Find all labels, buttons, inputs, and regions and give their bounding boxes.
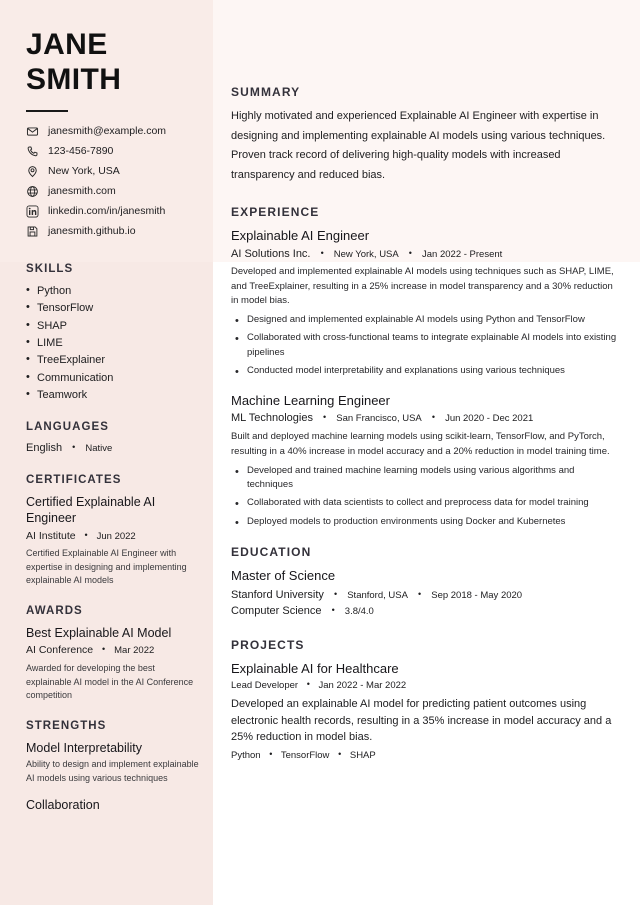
project-entry: [231, 660, 622, 762]
strength-entry: [26, 740, 199, 786]
skill-item: • Communication: [26, 370, 199, 387]
certificate-description: Certified Explainable AI Engineer with expertise in designing and implementing explainable AI models: [26, 548, 187, 586]
award-title: Best Explainable AI Model: [26, 625, 172, 640]
summary-text: Highly motivated and experienced Explainable AI Engineer with expertise in designing and implementing explainable AI models using various techniques. Proven track record of delivering high-quality models with increased transparency and reduced bias.: [231, 110, 606, 181]
experience-heading: EXPERIENCE: [231, 205, 320, 220]
bullet-separator-icon: •: [408, 247, 412, 258]
job-summary: Built and deployed machine learning models using scikit-learn, TensorFlow, and PyTorch, resulting in a 40% increase in model accuracy and a 20% reduction in model training time.: [231, 431, 610, 457]
award-meta: [26, 643, 199, 658]
project-title: Explainable AI for Healthcare: [231, 660, 399, 676]
award-issuer: AI Conference: [26, 644, 94, 657]
job-location: New York, USA: [333, 248, 399, 260]
project-dates: Jan 2022 - Mar 2022: [318, 679, 407, 691]
contact-phone-text: 123-456-7890: [48, 144, 114, 157]
certificate-date: Jun 2022: [96, 530, 136, 542]
job-title: Machine Learning Engineer: [231, 393, 390, 409]
section-education: [231, 545, 622, 620]
section-projects: [231, 638, 622, 762]
language-level: Native: [85, 443, 113, 455]
bullet-separator-icon: •: [102, 644, 106, 655]
job-meta: [231, 247, 622, 263]
skills-heading: SKILLS: [26, 262, 74, 275]
job-bullet: • Conducted model interpretability and explanations using various techniques: [231, 364, 622, 378]
education-entry: [231, 567, 622, 620]
contact-item-location: [26, 165, 199, 178]
experience-entry: [231, 227, 622, 378]
project-role: Lead Developer: [231, 679, 299, 691]
section-experience: [231, 185, 622, 529]
linkedin-icon: [26, 205, 39, 218]
location-pin-icon: [26, 165, 39, 178]
award-description: Awarded for developing the best explainable AI model in the AI Conference competition: [26, 663, 194, 701]
language-item: [26, 441, 199, 456]
education-location: Stanford, USA: [347, 589, 408, 601]
section-summary: [231, 0, 622, 185]
certificate-title: Certified Explainable AI Engineer: [26, 494, 156, 526]
skill-item: • Teamwork: [26, 387, 199, 404]
job-bullet: • Developed and trained machine learning models using various algorithms and techniques: [231, 464, 622, 493]
summary-heading: SUMMARY: [231, 85, 301, 99]
bullet-separator-icon: •: [320, 247, 324, 258]
contact-website-text: janesmith.com: [48, 184, 116, 197]
section-certificates: [26, 474, 199, 588]
project-tech-item: SHAP: [349, 749, 376, 761]
contact-linkedin-text: linkedin.com/in/janesmith: [48, 204, 166, 217]
certificates-heading: CERTIFICATES: [26, 473, 122, 486]
job-bullet: • Designed and implemented explainable AI models using Python and TensorFlow: [231, 313, 622, 327]
education-heading: EDUCATION: [231, 544, 312, 559]
section-languages: [26, 421, 199, 456]
job-title: Explainable AI Engineer: [231, 228, 370, 244]
first-name: JANE: [26, 28, 108, 61]
bullet-separator-icon: •: [306, 678, 310, 689]
education-dates: Sep 2018 - May 2020: [431, 589, 523, 601]
phone-icon: [26, 145, 39, 158]
skill-item: • TreeExplainer: [26, 352, 199, 369]
skill-item: • SHAP: [26, 318, 199, 335]
strengths-heading: STRENGTHS: [26, 719, 107, 732]
bullet-separator-icon: •: [418, 588, 422, 599]
job-dates: Jan 2022 - Present: [422, 248, 503, 260]
strength-title: Collaboration: [26, 798, 100, 813]
skill-item: • LIME: [26, 335, 199, 352]
contact-list: [26, 125, 199, 238]
contact-item-linkedin[interactable]: [26, 205, 199, 218]
awards-heading: AWARDS: [26, 604, 83, 617]
education-field-row: [231, 603, 622, 620]
contact-location-text: New York, USA: [48, 164, 120, 177]
job-bullet: • Collaborated with data scientists to collect and preprocess data for model training: [231, 496, 622, 510]
contact-item-email[interactable]: [26, 125, 199, 138]
projects-heading: PROJECTS: [231, 637, 305, 652]
job-company: AI Solutions Inc.: [231, 247, 311, 260]
award-entry: [26, 625, 199, 703]
education-field: Computer Science: [231, 605, 322, 618]
education-gpa: 3.8/4.0: [344, 606, 374, 618]
bullet-separator-icon: •: [84, 529, 88, 540]
job-bullet-list: [231, 464, 622, 529]
certificate-issuer: AI Institute: [26, 529, 76, 542]
bullet-separator-icon: •: [323, 412, 327, 423]
project-tech-list: [231, 749, 622, 762]
strength-entry: [26, 797, 199, 814]
project-description: Developed an explainable AI model for predicting patient outcomes using electronic health records, resulting in a 35% increase in model accuracy and a 25% reduction in model bias.: [231, 698, 612, 744]
experience-entry: [231, 392, 622, 529]
bullet-separator-icon: •: [338, 748, 342, 759]
education-school: Stanford University: [231, 588, 324, 601]
skill-item: • TensorFlow: [26, 300, 199, 317]
job-location: San Francisco, USA: [336, 413, 422, 425]
globe-icon: [26, 185, 39, 198]
contact-email-text: janesmith@example.com: [48, 124, 167, 137]
job-bullet: • Deployed models to production environments using Docker and Kubernetes: [231, 515, 622, 529]
github-icon: [26, 225, 39, 238]
bullet-separator-icon: •: [269, 748, 273, 759]
bullet-separator-icon: •: [334, 588, 338, 599]
name-block: [26, 0, 199, 112]
main-column: [213, 0, 640, 905]
bullet-separator-icon: •: [331, 605, 335, 616]
job-bullet-list: [231, 313, 622, 378]
job-summary: Developed and implemented explainable AI models using techniques such as SHAP, LIME, and TreeExplainer, resulting in a 25% increase in model transparency and a 30% reduction in model bias.: [231, 266, 614, 306]
section-strengths: [26, 720, 199, 814]
job-bullet: • Collaborated with cross-functional teams to integrate explainable AI models into existing pipelines: [231, 331, 622, 360]
sidebar-column: [0, 0, 213, 905]
project-tech-item: TensorFlow: [280, 749, 330, 761]
project-tech-item: Python: [231, 749, 261, 761]
education-degree: Master of Science: [231, 567, 336, 583]
award-date: Mar 2022: [114, 645, 155, 657]
section-skills: [26, 245, 199, 405]
contact-item-website[interactable]: [26, 185, 199, 198]
name-divider: [26, 110, 68, 112]
contact-github-text: janesmith.github.io: [48, 224, 136, 237]
job-dates: Jun 2020 - Dec 2021: [445, 413, 534, 425]
certificate-entry: [26, 494, 199, 588]
job-company: ML Technologies: [231, 412, 313, 425]
job-meta: [231, 411, 622, 427]
education-meta: [231, 587, 622, 604]
bullet-separator-icon: •: [431, 412, 435, 423]
contact-item-phone[interactable]: [26, 145, 199, 158]
skill-item: • Python: [26, 283, 199, 300]
skills-list: [26, 283, 199, 405]
envelope-icon: [26, 125, 39, 138]
strength-description: Ability to design and implement explainable AI models using various techniques: [26, 759, 199, 783]
languages-heading: LANGUAGES: [26, 421, 109, 434]
last-name: SMITH: [26, 63, 122, 97]
strength-title: Model Interpretability: [26, 740, 143, 755]
certificate-meta: [26, 529, 199, 544]
project-meta: [231, 679, 622, 693]
bullet-separator-icon: •: [72, 442, 76, 453]
section-awards: [26, 605, 199, 703]
language-name: English: [26, 442, 63, 455]
contact-item-github[interactable]: [26, 225, 199, 238]
